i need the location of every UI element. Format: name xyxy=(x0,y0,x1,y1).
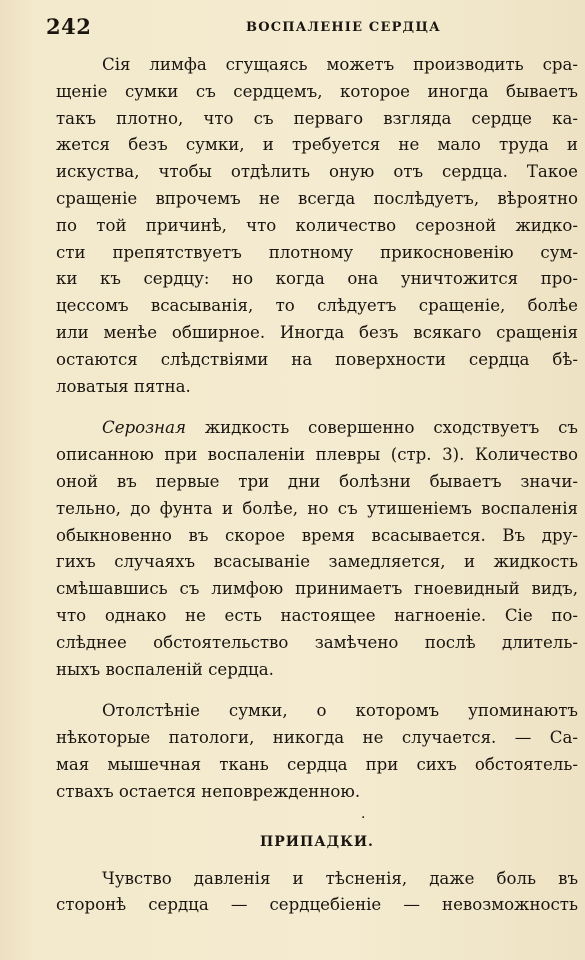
text-line: цессомъ всасыванія, то слѣдуетъ сращеніе, болѣе xyxy=(56,296,578,316)
text-line: слѣднее обстоятельство замѣчено послѣ длитель- xyxy=(56,632,578,652)
text-line: тельно, до фунта и болѣе, но съ утишеніемъ воспаленія xyxy=(56,498,578,518)
text-line: оной въ первые три дни болѣзни бываетъ значи- xyxy=(56,471,578,491)
text-line: ствахъ остается неповрежденною. xyxy=(56,781,361,801)
text-run: жидкость совершенно сходствуетъ съ xyxy=(186,418,578,438)
text-line: что однако не есть настоящее нагноеніе. Сіе по- xyxy=(56,605,578,625)
text-line: остаются слѣдствіями на поверхности сердца бѣ- xyxy=(56,349,578,369)
text-line: мая мышечная ткань сердца при сихъ обстоятель- xyxy=(56,754,578,774)
paragraph xyxy=(56,52,578,400)
section-mark: · xyxy=(361,809,366,826)
text-line: жется безъ сумки, и требуется не мало труда и xyxy=(56,135,578,155)
text-line: ки къ сердцу: но когда она уничтожится про- xyxy=(56,269,578,289)
text-line xyxy=(56,415,578,442)
text-line: обыкновенно въ скорое время всасывается. Въ дру- xyxy=(56,525,578,545)
text-line: Сія лимфа сгущаясь можетъ производить сра- xyxy=(102,55,578,74)
page-header xyxy=(46,14,575,44)
text-line: описанною при воспаленіи плевры (стр. 3). Количество xyxy=(56,445,578,465)
text-line: такъ плотно, что съ перваго взгляда сердце ка- xyxy=(56,108,578,128)
text-line: щеніе сумки съ сердцемъ, которое иногда бываетъ xyxy=(56,81,578,101)
body-text xyxy=(56,52,578,919)
text-line: Отолстѣніе сумки, о которомъ упоминаютъ xyxy=(102,701,578,721)
running-head: ВОСПАЛЕНІЕ СЕРДЦА xyxy=(246,20,441,35)
text-line: сращеніе впрочемъ не всегда послѣдуетъ, вѣроятно xyxy=(56,188,578,208)
text-line: ныхъ воспаленій сердца. xyxy=(56,659,274,679)
text-line: сторонѣ сердца — сердцебіеніе — невозможность xyxy=(56,895,578,915)
paragraph xyxy=(56,698,578,805)
text-line: нѣкоторые патологи, никогда не случается. — Са- xyxy=(56,728,578,748)
text-line: или менѣе обширное. Иногда безъ всякаго сращенія xyxy=(56,322,578,342)
page-number: 242 xyxy=(46,14,92,39)
text-line: гихъ случаяхъ всасываніе замедляется, и жидкость xyxy=(56,552,578,572)
paragraph xyxy=(56,866,578,920)
text-line: по той причинѣ, что количество серозной жидко- xyxy=(56,215,578,235)
paragraph-gap xyxy=(56,400,578,415)
paragraph-gap xyxy=(56,683,578,698)
text-line: искуства, чтобы отдѣлить оную отъ сердца. Такое xyxy=(56,162,578,182)
text-line: Чувство давленія и тѣсненія, даже боль въ xyxy=(102,868,578,888)
text-line: ловатыя пятна. xyxy=(56,376,191,396)
text-line: смѣшавшись съ лимфою принимаетъ гноевидный видъ, xyxy=(56,579,578,599)
section-heading: ПРИПАДКИ. xyxy=(260,833,374,850)
paragraph xyxy=(56,415,578,683)
italic-term: Серозная xyxy=(102,418,186,438)
text-line: сти препятствуетъ плотному прикосновенію сум- xyxy=(56,242,578,262)
section-heading-block xyxy=(56,806,578,866)
